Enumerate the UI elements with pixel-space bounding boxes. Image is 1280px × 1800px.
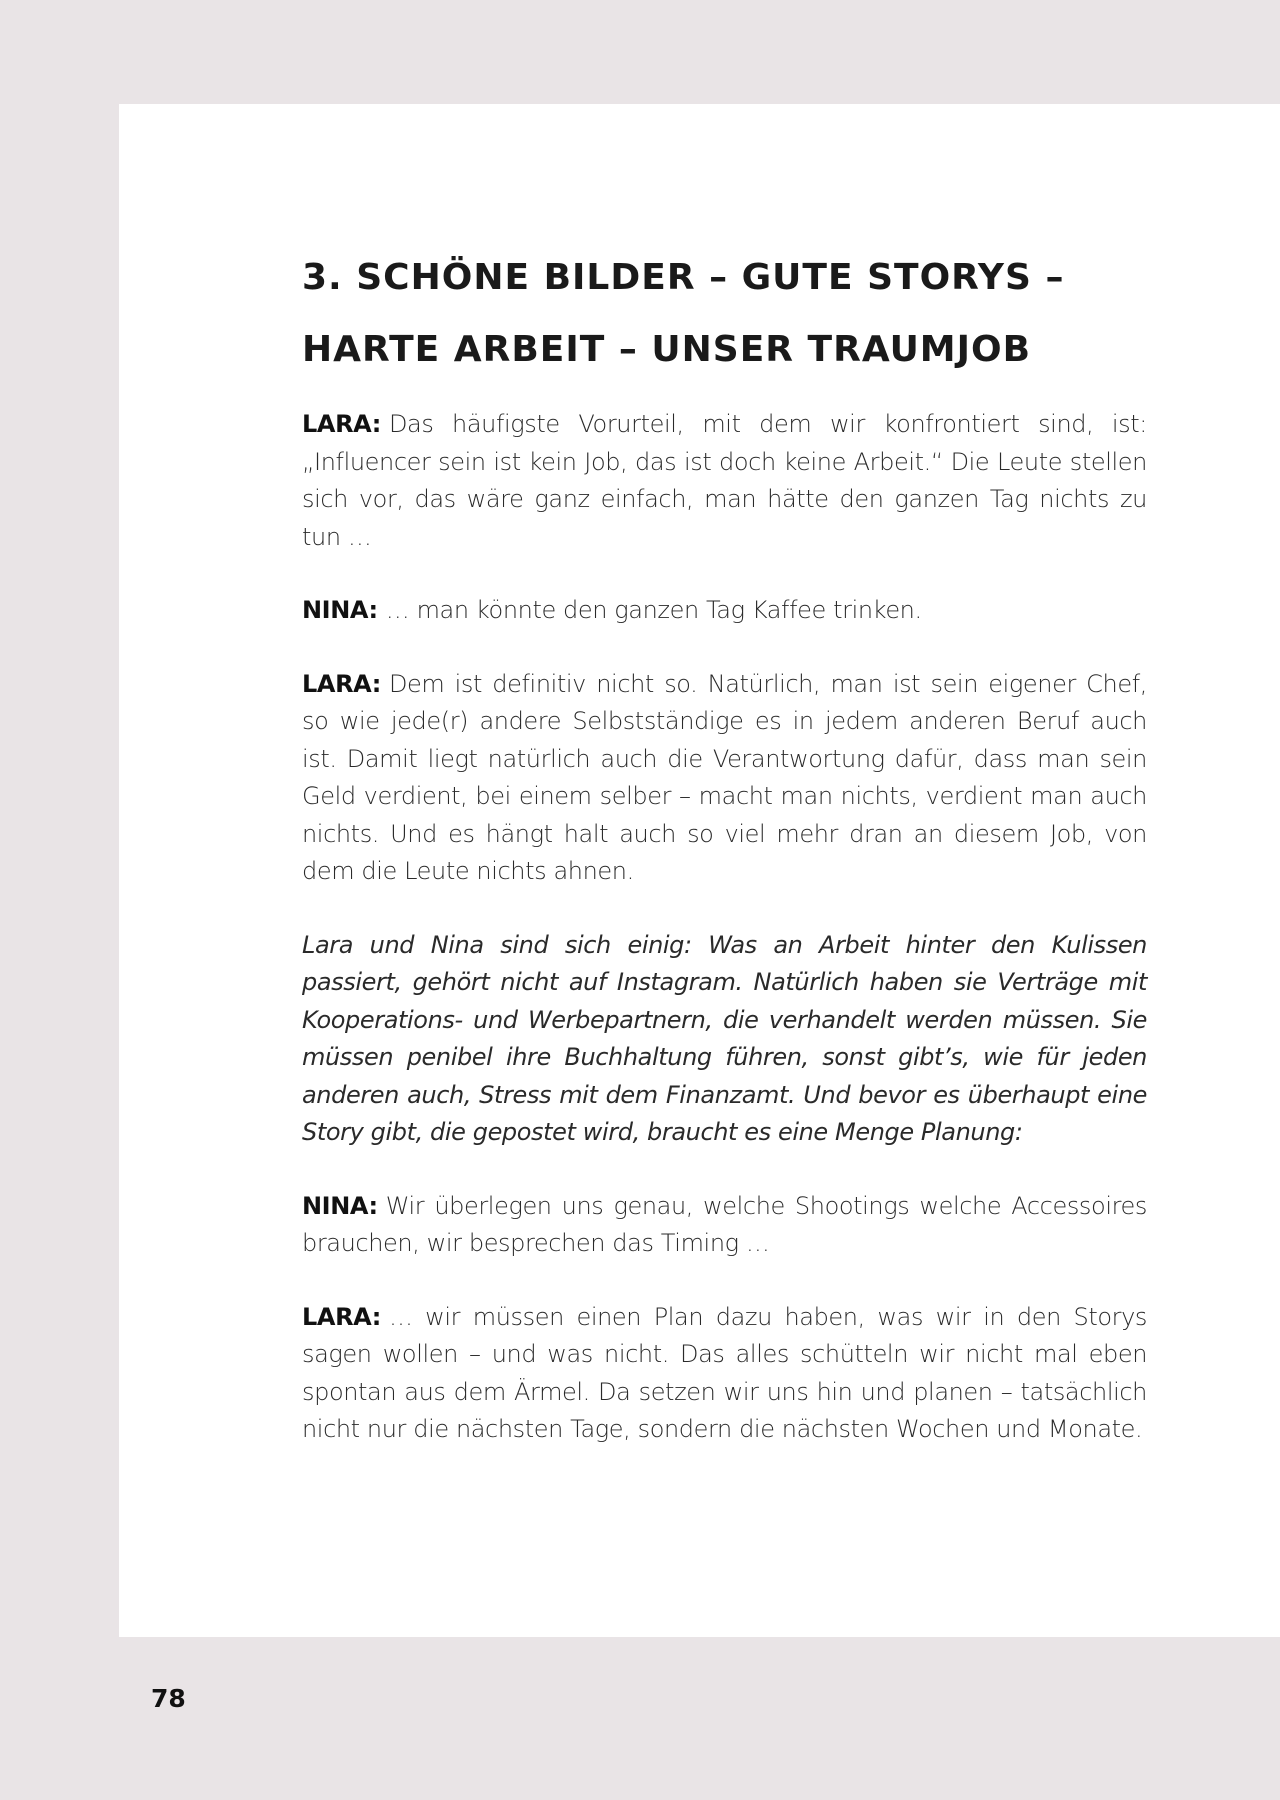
paragraph-text: Dem ist definitiv nicht so. Natürlich, man ist sein eigener Chef, so wie jede(r) andere Selbstständige es in jedem anderen Beruf auch ist. Damit liegt natürlich auch die Verantwortung dafür, dass man sein Geld verdient, bei einem selber – macht man nichts, verdient man auch nichts. Und es hängt halt auch so viel mehr dran an diesem Job, von dem die Leute nichts ahnen. — [302, 669, 1147, 885]
paragraph-text: … man könnte den ganzen Tag Kaffee trinken. — [385, 596, 922, 624]
paragraph-text: Wir überlegen uns genau, welche Shootings welche Accessoires brauchen, wir besprechen das Timing … — [302, 1191, 1147, 1257]
chapter-title — [302, 242, 1147, 386]
dialogue-paragraph — [302, 666, 1147, 891]
paragraph-text: Das häufigste Vorurteil, mit dem wir konfrontiert sind, ist: „Influencer sein ist kein Job, das ist doch keine Arbeit.“ Die Leute stellen sich vor, das wäre ganz einfach, man hätte den ganzen Tag nichts zu tun … — [302, 410, 1147, 551]
dialogue-paragraph — [302, 592, 1147, 630]
page-content — [302, 242, 1147, 1485]
paragraph-text: Lara und Nina sind sich einig: Was an Arbeit hinter den Kulissen passiert, gehört nicht auf Instagram. Natürlich haben sie Verträge mit Kooperations- und Werbepartnern, die verhandelt werden müssen. Sie müssen penibel ihre Buchhaltung führen, sonst gibt’s, wie für jeden anderen auch, Stress mit dem Finanzamt. Und bevor es überhaupt eine Story gibt, die gepostet wird, braucht es eine Menge Planung: — [302, 930, 1147, 1146]
chapter-title-line-2: HARTE ARBEIT – UNSER TRAUMJOB — [302, 329, 1032, 370]
speaker-label: NINA: — [302, 596, 378, 624]
speaker-label: LARA: — [302, 410, 381, 438]
narration-paragraph — [302, 927, 1147, 1152]
chapter-title-line-1: 3. SCHÖNE BILDER – GUTE STORYS – — [302, 257, 1065, 298]
page-panel — [119, 104, 1280, 1637]
dialogue-paragraph — [302, 1299, 1147, 1449]
speaker-label: LARA: — [302, 669, 381, 698]
dialogue-paragraph — [302, 1188, 1147, 1263]
speaker-label: LARA: — [302, 1302, 381, 1331]
page-number: 78 — [151, 1684, 186, 1713]
paragraph-text: … wir müssen einen Plan dazu haben, was wir in den Storys sagen wollen – und was nicht. Das alles schütteln wir nicht mal eben spontan aus dem Ärmel. Da setzen wir uns hin und planen – tatsächlich nicht nur die nächsten Tage, sondern die nächsten Wochen und Monate. — [302, 1302, 1147, 1443]
dialogue-paragraph — [302, 406, 1147, 556]
speaker-label: NINA: — [302, 1191, 378, 1220]
